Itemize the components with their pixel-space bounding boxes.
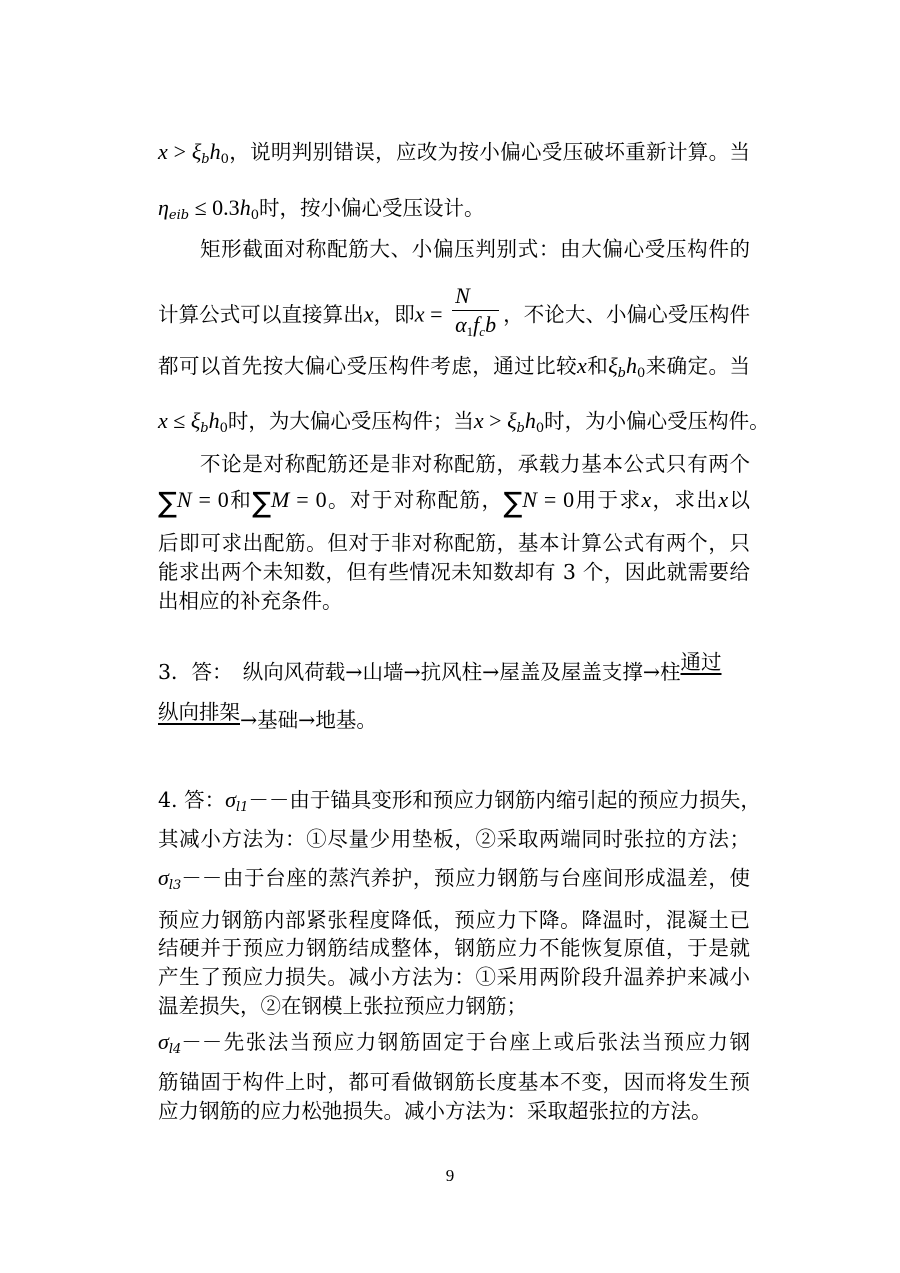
text-segment: 矩形截面对称配筋大、小偏压判别式：由大偏心受压构件的 bbox=[200, 237, 750, 261]
math-sigma-l3: $\sigma_{l3}$ bbox=[158, 865, 182, 893]
text-segment: 4. 答： bbox=[158, 788, 226, 812]
text-segment: 产生了预应力损失。减小方法为：①采用两阶段升温养护来减小 bbox=[158, 965, 750, 989]
text-segment: 以 bbox=[728, 488, 751, 512]
text-segment: －－由于台座的蒸汽养护，预应力钢筋与台座间形成温差，使 bbox=[181, 866, 750, 890]
math-formula: ∑N = 0 bbox=[503, 486, 575, 519]
page-number: 9 bbox=[445, 1166, 455, 1185]
arrow-label-top: 通过 bbox=[680, 650, 722, 674]
text-segment: －－由于锚具变形和预应力钢筋内缩引起的预应力损失， bbox=[248, 788, 761, 812]
text-segment: ，说明判别错误，应改为按小偏心受压破坏重新计算。当 bbox=[228, 140, 750, 164]
text-segment: 预应力钢筋内部紧张程度降低，预应力下降。降温时，混凝土已 bbox=[158, 908, 750, 932]
math-var-x: x bbox=[363, 301, 374, 327]
text-line: 都可以首先按大偏心受压构件考虑，通过比较x和$\xi_bh0$来确定。当 bbox=[158, 353, 751, 381]
text-line bbox=[158, 587, 750, 615]
text-segment: 来确定。当 bbox=[645, 354, 751, 378]
text-segment: 都可以首先按大偏心受压构件考虑，通过比较 bbox=[158, 354, 578, 378]
text-line bbox=[158, 529, 750, 557]
text-line bbox=[158, 825, 750, 853]
text-segment: 和 bbox=[586, 354, 609, 378]
text-line bbox=[158, 558, 750, 586]
text-line bbox=[158, 1028, 750, 1064]
text-line bbox=[158, 407, 770, 443]
text-line bbox=[200, 450, 750, 478]
text-segment: 不论是对称配筋还是非对称配筋，承载力基本公式只有两个 bbox=[200, 452, 750, 476]
text-line bbox=[158, 1097, 750, 1125]
text-segment: 时，为大偏心受压构件；当 bbox=[227, 409, 474, 433]
text-segment: 和 bbox=[228, 488, 253, 512]
text-segment: 温差损失，②在钢模上张拉预应力钢筋； bbox=[158, 994, 527, 1018]
text-segment: 应力钢筋的应力松弛损失。减小方法为：采取超张拉的方法。 bbox=[158, 1099, 712, 1123]
text-segment: 能求出两个未知数，但有些情况未知数却有 3 个，因此就需要给 bbox=[158, 560, 750, 584]
text-segment: 。对于对称配筋， bbox=[326, 488, 504, 512]
math-formula: $x \le \xi_bh0$ bbox=[158, 408, 228, 436]
math-formula: ∑N = 0 bbox=[158, 486, 229, 519]
answer-4-line bbox=[158, 786, 761, 822]
text-segment: 用于求 bbox=[574, 488, 642, 512]
text-line bbox=[158, 963, 750, 991]
arrow-label-bottom: 纵向排架 bbox=[158, 700, 240, 724]
math-sigma-l1: $\sigma_{l1}$ bbox=[225, 787, 249, 815]
text-line: 计算公式可以直接算出x，即x = $\frac{N}{\alpha 1f_cb}$ ，不论大、小偏心受压构件 bbox=[158, 286, 750, 346]
text-segment: 计算公式可以直接算出 bbox=[158, 302, 364, 327]
text-segment: 3．答： 纵向风荷载→山墙→抗风柱→屋盖及屋盖支撑→柱 bbox=[158, 660, 681, 684]
text-line bbox=[158, 194, 750, 230]
text-segment: ，不论大、小偏心受压构件 bbox=[503, 302, 751, 327]
answer-3-line bbox=[158, 650, 750, 686]
text-segment: ，即 bbox=[373, 302, 415, 327]
text-segment: →基础→地基。 bbox=[240, 708, 377, 732]
math-formula: $\eta_{eib} \le 0.3h0$ bbox=[158, 195, 259, 223]
math-sigma-l4: $\sigma_{l4}$ bbox=[158, 1029, 182, 1057]
math-formula: $x > \xi_bh0$ bbox=[158, 139, 229, 167]
answer-3-line bbox=[158, 702, 750, 730]
text-segment: －－先张法当预应力钢筋固定于台座上或后张法当预应力钢 bbox=[181, 1030, 750, 1054]
text-segment: 后即可求出配筋。但对于非对称配筋，基本计算公式有两个，只 bbox=[158, 531, 750, 555]
text-line: ∑N = 0和∑M = 0。对于对称配筋，∑N = 0用于求x，求出x以 bbox=[158, 486, 751, 519]
math-formula: ∑M = 0 bbox=[252, 486, 327, 519]
text-segment: 时，按小偏心受压设计。 bbox=[258, 196, 485, 220]
math-formula: $\xi_bh0$ bbox=[608, 353, 646, 381]
text-segment: 时，为小偏心受压构件。 bbox=[544, 409, 770, 433]
math-formula: $x > \xi_bh0$ bbox=[473, 408, 545, 436]
text-segment: 结硬并于预应力钢筋结成整体，钢筋应力不能恢复原值，于是就 bbox=[158, 936, 750, 960]
text-segment: 出相应的补充条件。 bbox=[158, 589, 343, 613]
text-segment: 其减小方法为：①尽量少用垫板，②采取两端同时张拉的方法； bbox=[158, 827, 750, 851]
text-line bbox=[158, 864, 750, 900]
text-line bbox=[158, 934, 750, 962]
text-line bbox=[158, 906, 750, 934]
text-segment: 筋锚固于构件上时，都可看做钢筋长度基本不变，因而将发生预 bbox=[158, 1070, 750, 1094]
text-line bbox=[200, 235, 750, 263]
text-line bbox=[158, 992, 750, 1020]
text-segment: ，求出 bbox=[651, 488, 719, 512]
text-line bbox=[158, 1068, 750, 1096]
text-line bbox=[158, 138, 750, 174]
math-fraction: $\frac{N}{\alpha 1f_cb}$ bbox=[452, 284, 499, 344]
